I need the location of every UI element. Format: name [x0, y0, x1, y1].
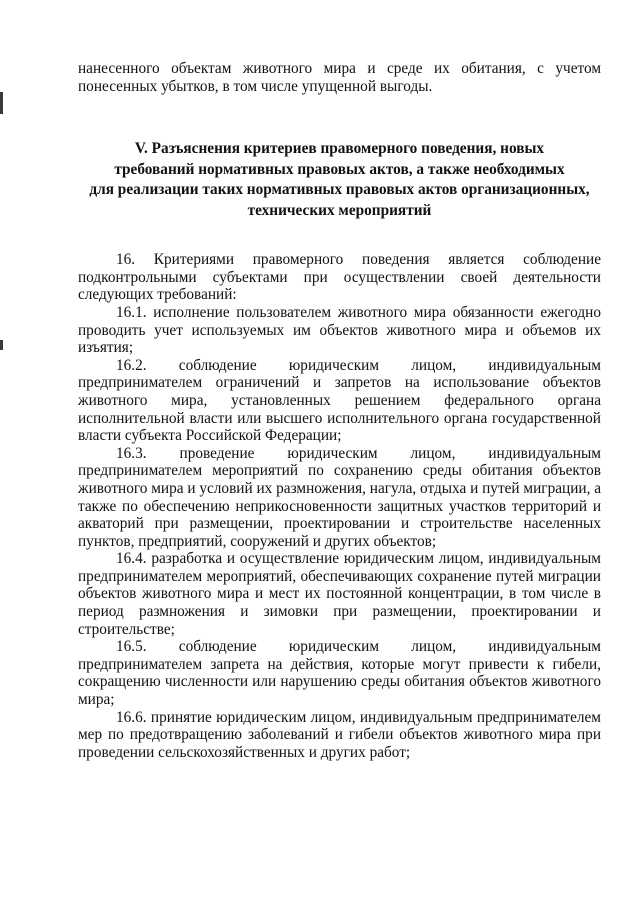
paragraph-16-2: 16.2. соблюдение юридическим лицом, индивидуальным предпринимателем ограничений и запретов на использование объектов животного мира, установленных решением федерального органа исполнительной власти или высшего исполнительного органа государственной власти субъекта Российской Федерации;: [78, 356, 601, 445]
paragraph-16-1: 16.1. исполнение пользователем животного мира обязанности ежегодно проводить учет используемых им объектов животного мира и объемов их изъятия;: [78, 303, 601, 357]
scan-edge-mark: [0, 92, 3, 114]
paragraph-16: 16. Критериями правомерного поведения является соблюдение подконтрольными субъектами при осуществлении своей деятельности следующих требований:: [78, 251, 601, 304]
paragraph-16-5: 16.5. соблюдение юридическим лицом, индивидуальным предпринимателем запрета на действия, которые могут привести к гибели, сокращению численности или нарушению среды обитания объектов животного мира;: [78, 638, 601, 709]
section-heading-line: технических мероприятий: [247, 201, 432, 219]
section-heading-line: для реализации таких нормативных правовых актов организационных,: [89, 181, 590, 199]
section-heading-line: требований нормативных правовых актов, а также необходимых: [114, 160, 565, 178]
paragraph-16-6: 16.6. принятие юридическим лицом, индивидуальным предпринимателем мер по предотвращению заболеваний и гибели объектов животного мира при проведении сельскохозяйственных и других работ;: [78, 708, 601, 761]
section-heading: [78, 139, 601, 221]
scan-edge-mark: [0, 340, 3, 350]
section-heading-line: V. Разъяснения критериев правомерного поведения, новых: [134, 140, 545, 158]
intro-paragraph: нанесенного объектам животного мира и среде их обитания, с учетом понесенных убытков, в том числе упущенной выгоды.: [78, 60, 601, 95]
document-body: [78, 60, 601, 761]
paragraph-16-4: 16.4. разработка и осуществление юридическим лицом, индивидуальным предпринимателем мероприятий, обеспечивающих сохранение путей миграции объектов животного мира и мест их постоянной концентрации, в том числе в период размножения и зимовки при размещении, проектировании и строительстве;: [78, 550, 601, 638]
paragraph-16-3: 16.3. проведение юридическим лицом, индивидуальным предпринимателем мероприятий по сохранению среды обитания объектов животного мира и условий их размножения, нагула, отдыха и путей миграции, а также по обеспечению неприкосновенности защитных участков территорий и акваторий при размещении, проектировании и строительстве населенных пунктов, предприятий, сооружений и других объектов;: [78, 444, 602, 550]
